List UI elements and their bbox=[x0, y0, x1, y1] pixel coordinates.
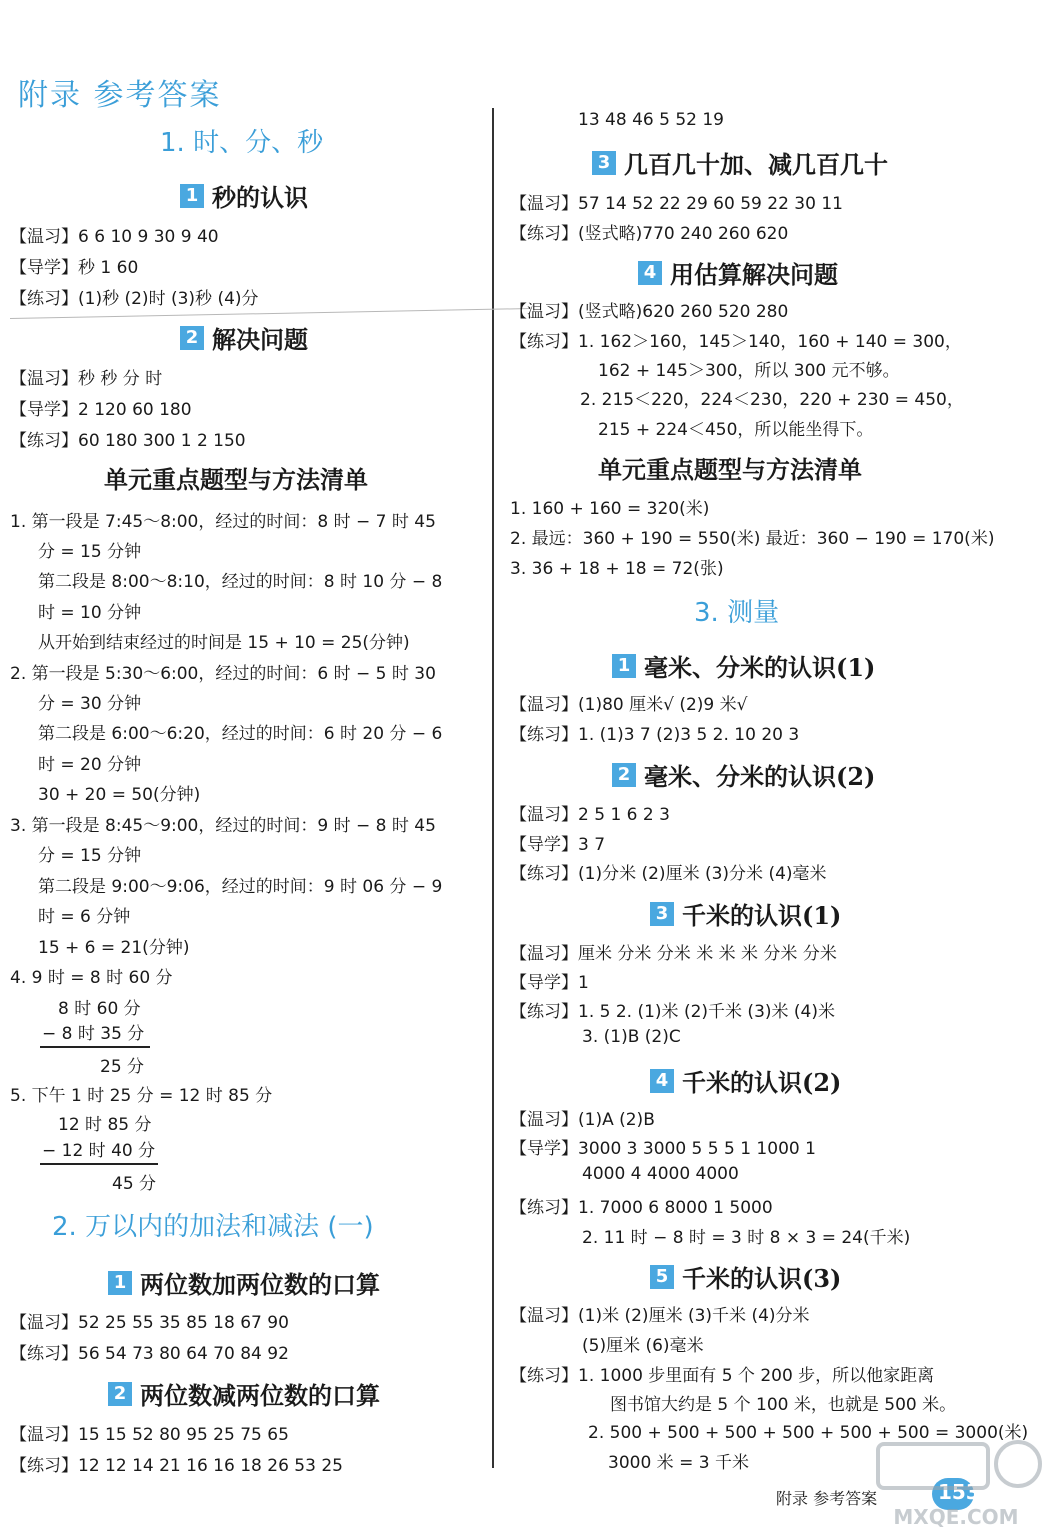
vertical-calc-line: − 8 时 35 分 bbox=[42, 1024, 145, 1044]
answer-line: 4000 4 4000 4000 bbox=[582, 1164, 739, 1184]
summary-line: 第二段是 9:00～9:06，经过的时间：9 时 06 分 − 9 bbox=[38, 877, 443, 897]
section-title-text: 千米的认识(2) bbox=[682, 1068, 842, 1097]
vertical-calc-line: 12 时 85 分 bbox=[58, 1115, 152, 1135]
section-number-badge: 3 bbox=[592, 151, 616, 175]
section-title bbox=[108, 1376, 380, 1411]
answer-line: 【导学】3000 3 3000 5 5 5 1 1000 1 bbox=[510, 1139, 816, 1159]
chapter-2-title: 2. 万以内的加法和减法 (一) bbox=[52, 1212, 374, 1242]
calc-rule bbox=[40, 1046, 150, 1048]
answer-line: 【导学】1 bbox=[510, 973, 589, 993]
answer-line: 【温习】秒 秒 分 时 bbox=[10, 369, 163, 389]
section-title bbox=[108, 1265, 380, 1300]
answer-line: 【练习】56 54 73 80 64 70 84 92 bbox=[10, 1344, 289, 1364]
watermark-text: MXQE.COM bbox=[893, 1505, 1019, 1529]
summary-line: 时 = 6 分钟 bbox=[38, 907, 131, 927]
section-title-text: 秒的认识 bbox=[212, 183, 308, 212]
answer-line: 2. 215＜220，224＜230，220 + 230 = 450， bbox=[580, 390, 964, 410]
answer-line: 215 + 224＜450，所以能坐得下。 bbox=[598, 420, 874, 440]
section-title-text: 解决问题 bbox=[212, 325, 308, 354]
answer-line: 【温习】52 25 55 35 85 18 67 90 bbox=[10, 1313, 289, 1333]
answer-line: 【温习】(1)80 厘米√ (2)9 米√ bbox=[510, 695, 748, 715]
answer-line: 【练习】(1)分米 (2)厘米 (3)分米 (4)毫米 bbox=[510, 864, 827, 884]
right-column bbox=[500, 0, 1049, 1536]
section-title bbox=[638, 255, 838, 290]
section-title-text: 毫米、分米的认识(2) bbox=[644, 762, 876, 791]
summary-line: 3. 第一段是 8:45～9:00，经过的时间：9 时 − 8 时 45 bbox=[10, 816, 436, 836]
vertical-calc-result: 45 分 bbox=[112, 1174, 157, 1194]
section-title-text: 千米的认识(1) bbox=[682, 901, 842, 930]
answer-line: 162 + 145＞300，所以 300 元不够。 bbox=[598, 361, 900, 381]
summary-line: 分 = 15 分钟 bbox=[38, 846, 142, 866]
answer-line: 【温习】57 14 52 22 29 60 59 22 30 11 bbox=[510, 194, 843, 214]
section-number-badge: 1 bbox=[180, 184, 204, 208]
answer-line: 图书馆大约是 5 个 100 米，也就是 500 米。 bbox=[610, 1395, 957, 1415]
summary-line: 30 + 20 = 50(分钟) bbox=[38, 785, 201, 805]
calc-rule bbox=[40, 1163, 158, 1165]
watermark-logo bbox=[868, 1432, 1044, 1532]
answer-line: 2. 11 时 − 8 时 = 3 时 8 × 3 = 24(千米) bbox=[582, 1228, 911, 1248]
section-title-text: 几百几十加、减几百几十 bbox=[624, 150, 888, 179]
section-title-text: 两位数加两位数的口算 bbox=[140, 1270, 380, 1299]
answer-line: 【练习】(竖式略)770 240 260 620 bbox=[510, 224, 789, 244]
section-number-badge: 4 bbox=[650, 1069, 674, 1093]
answer-line: 【导学】2 120 60 180 bbox=[10, 400, 192, 420]
section-number-badge: 2 bbox=[612, 763, 636, 787]
section-number-badge: 1 bbox=[612, 654, 636, 678]
summary-title: 单元重点题型与方法清单 bbox=[598, 455, 862, 484]
section-title bbox=[650, 1259, 841, 1294]
answer-line: 【练习】1. 162＞160，145＞140，160 + 140 = 300， bbox=[510, 332, 962, 352]
answer-line: (5)厘米 (6)毫米 bbox=[582, 1336, 704, 1356]
section-number-badge: 2 bbox=[108, 1382, 132, 1406]
section-title bbox=[592, 145, 888, 180]
section-title-text: 毫米、分米的认识(1) bbox=[644, 653, 876, 682]
footer-label: 附录 参考答案 bbox=[776, 1489, 878, 1508]
section-title bbox=[612, 648, 875, 683]
section-number-badge: 4 bbox=[638, 261, 662, 285]
answer-line: 【练习】1. 5 2. (1)米 (2)千米 (3)米 (4)米 bbox=[510, 1002, 836, 1022]
answer-line: 【温习】15 15 52 80 95 25 75 65 bbox=[10, 1425, 289, 1445]
summary-line: 15 + 6 = 21(分钟) bbox=[38, 938, 190, 958]
answer-line: 【温习】厘米 分米 分米 米 米 米 分米 分米 bbox=[510, 944, 837, 964]
answer-line: 【导学】秒 1 60 bbox=[10, 258, 139, 278]
answer-line: 【练习】12 12 14 21 16 16 18 26 53 25 bbox=[10, 1456, 343, 1476]
answer-line: 【温习】6 6 10 9 30 9 40 bbox=[10, 227, 219, 247]
answer-line: 【温习】(1)米 (2)厘米 (3)千米 (4)分米 bbox=[510, 1306, 810, 1326]
answer-line: 【温习】(竖式略)620 260 520 280 bbox=[510, 302, 789, 322]
answer-line: 【练习】1. (1)3 7 (2)3 5 2. 10 20 3 bbox=[510, 725, 800, 745]
section-title bbox=[180, 178, 308, 213]
page-header: 附录 参考答案 bbox=[18, 78, 222, 113]
answer-line: 【练习】1. 1000 步里面有 5 个 200 步，所以他家距离 bbox=[510, 1366, 935, 1386]
vertical-calc-line: 8 时 60 分 bbox=[58, 999, 141, 1019]
summary-line: 2. 最远：360 + 190 = 550(米) 最近：360 − 190 = 170(米) bbox=[510, 529, 995, 549]
summary-line: 5. 下午 1 时 25 分 = 12 时 85 分 bbox=[10, 1086, 273, 1106]
answer-line: 【练习】60 180 300 1 2 150 bbox=[10, 431, 246, 451]
section-title-text: 千米的认识(3) bbox=[682, 1264, 842, 1293]
answer-line: 【温习】(1)A (2)B bbox=[510, 1110, 655, 1130]
page-number: 153 bbox=[938, 1480, 980, 1504]
section-number-badge: 2 bbox=[180, 326, 204, 350]
summary-line: 3. 36 + 18 + 18 = 72(张) bbox=[510, 559, 724, 579]
summary-line: 分 = 30 分钟 bbox=[38, 694, 142, 714]
section-title-text: 用估算解决问题 bbox=[670, 260, 838, 289]
summary-line: 1. 160 + 160 = 320(米) bbox=[510, 499, 710, 519]
answer-line: 3. (1)B (2)C bbox=[582, 1027, 681, 1047]
vertical-calc-result: 25 分 bbox=[100, 1057, 145, 1077]
section-number-badge: 5 bbox=[650, 1265, 674, 1289]
summary-line: 2. 第一段是 5:30～6:00，经过的时间：6 时 − 5 时 30 bbox=[10, 664, 436, 684]
answer-line: 3000 米 = 3 千米 bbox=[608, 1453, 749, 1473]
summary-line: 时 = 20 分钟 bbox=[38, 755, 142, 775]
summary-title: 单元重点题型与方法清单 bbox=[104, 465, 368, 494]
section-title bbox=[650, 1063, 841, 1098]
section-title bbox=[650, 896, 841, 931]
vertical-calc-line: − 12 时 40 分 bbox=[42, 1141, 156, 1161]
summary-line: 时 = 10 分钟 bbox=[38, 603, 142, 623]
answer-line: 【导学】3 7 bbox=[510, 835, 606, 855]
answer-line: 【练习】1. 7000 6 8000 1 5000 bbox=[510, 1198, 773, 1218]
chapter-1-title: 1. 时、分、秒 bbox=[160, 128, 324, 158]
summary-line: 第二段是 6:00～6:20，经过的时间：6 时 20 分 − 6 bbox=[38, 724, 443, 744]
section-title bbox=[612, 757, 875, 792]
column-divider bbox=[492, 108, 494, 1468]
section-title bbox=[180, 320, 308, 355]
summary-line: 分 = 15 分钟 bbox=[38, 542, 142, 562]
left-column bbox=[0, 0, 490, 1536]
answer-line: 【温习】2 5 1 6 2 3 bbox=[510, 805, 670, 825]
section-number-badge: 1 bbox=[108, 1271, 132, 1295]
section-number-badge: 3 bbox=[650, 902, 674, 926]
answer-line: 【练习】(1)秒 (2)时 (3)秒 (4)分 bbox=[10, 289, 259, 309]
section-title-text: 两位数减两位数的口算 bbox=[140, 1381, 380, 1410]
chapter-3-title: 3. 测量 bbox=[694, 598, 780, 628]
answer-line: 2. 500 + 500 + 500 + 500 + 500 + 500 = 3000(米) bbox=[588, 1423, 1029, 1443]
summary-line: 4. 9 时 = 8 时 60 分 bbox=[10, 968, 173, 988]
answer-line: 13 48 46 5 52 19 bbox=[578, 110, 724, 130]
summary-line: 1. 第一段是 7:45～8:00，经过的时间：8 时 − 7 时 45 bbox=[10, 512, 436, 532]
summary-line: 第二段是 8:00～8:10，经过的时间：8 时 10 分 − 8 bbox=[38, 572, 443, 592]
summary-line: 从开始到结束经过的时间是 15 + 10 = 25(分钟) bbox=[38, 633, 410, 653]
